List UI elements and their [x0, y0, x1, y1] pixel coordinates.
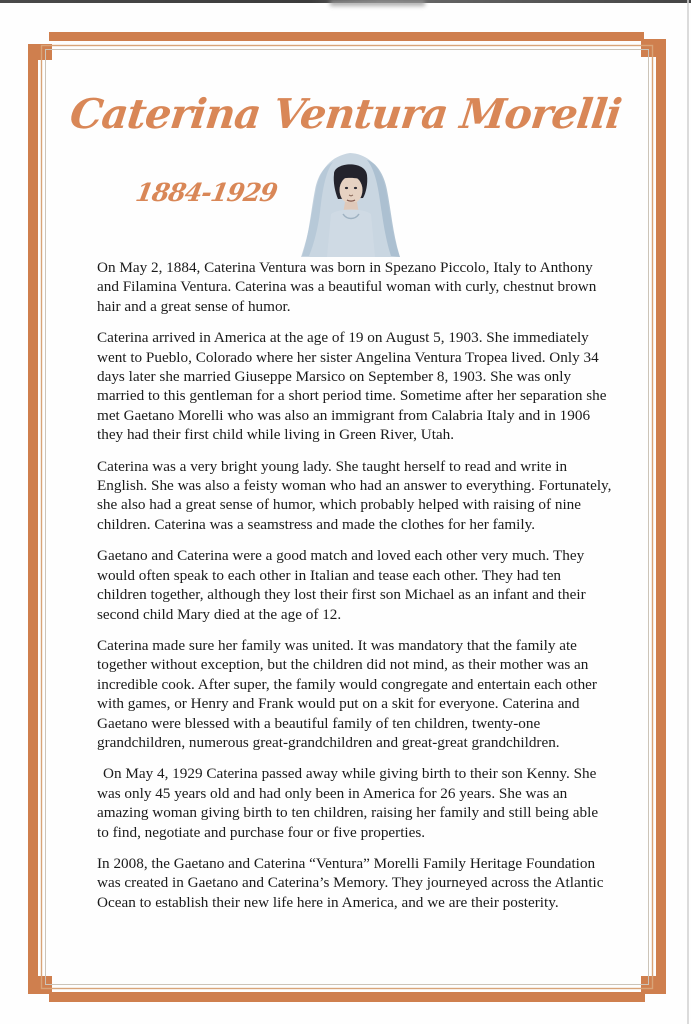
paragraph-death: On May 4, 1929 Caterina passed away while giving birth to their son Kenny. She was only 45 years old and had only been in America for 26 years. She was an amazing woman giving birth to ten children, raising her family and still being able to find, negotiate and purchase four or five properties. — [97, 765, 599, 841]
face-shape — [340, 176, 363, 204]
page-title: Caterina Ventura Morelli — [67, 90, 624, 138]
paragraph-marriage: Gaetano and Caterina were a good match and loved each other very much. They would often speak to each other in Italian and tease each other. They had ten children together, although they lost their first son Michael as an infant and their second child Mary died at the age of 12. — [97, 547, 586, 623]
paragraph-immigration: Caterina arrived in America at the age of 19 on August 5, 1903. She immediately went to Pueblo, Colorado where her sister Angelina Ventura Tropea lived. Only 34 days later she married Giuseppe Marsico on September 8, 1903. She was only married to this gentleman for a short period time. Sometime after her separation she met Gaetano Morelli who was also an immigrant from Calabria Italy and in 1906 they had their first child while living in Green River, Utah. — [97, 329, 607, 444]
paragraph-character: Caterina was a very bright young lady. She taught herself to read and write in English. She was also a feisty woman who had an answer to everything. Fortunately, she also had a great sense of humor, which probably helped with raising of nine children. Caterina was a seamstress and made the clothes for her family. — [97, 457, 612, 533]
paragraph-birth: On May 2, 1884, Caterina Ventura was born in Spezano Piccolo, Italy to Anthony and Filamina Ventura. Caterina was a beautiful woman with curly, chestnut brown hair and a great sense of humor. — [97, 259, 597, 315]
portrait-photo — [283, 150, 418, 260]
body-text — [97, 258, 613, 924]
life-dates: 1884-1929 — [133, 178, 280, 207]
paragraph-family: Caterina made sure her family was united. It was mandatory that the family ate together without exception, but the children did not mind, as their mother was an incredible cook. After super, the family would congregate and entertain each other with games, or Henry and Frank would put on a skit for everyone. Caterina and Gaetano were blessed with a beautiful family of ten children, twenty-one grandchildren, numerous great-grandchildren and great-great grandchildren. — [97, 636, 597, 751]
paragraph-foundation: In 2008, the Gaetano and Caterina “Ventura” Morelli Family Heritage Foundation was created in Gaetano and Caterina’s Memory. They journeyed across the Atlantic Ocean to establish their new life here in America, and we are their posterity. — [97, 854, 604, 911]
